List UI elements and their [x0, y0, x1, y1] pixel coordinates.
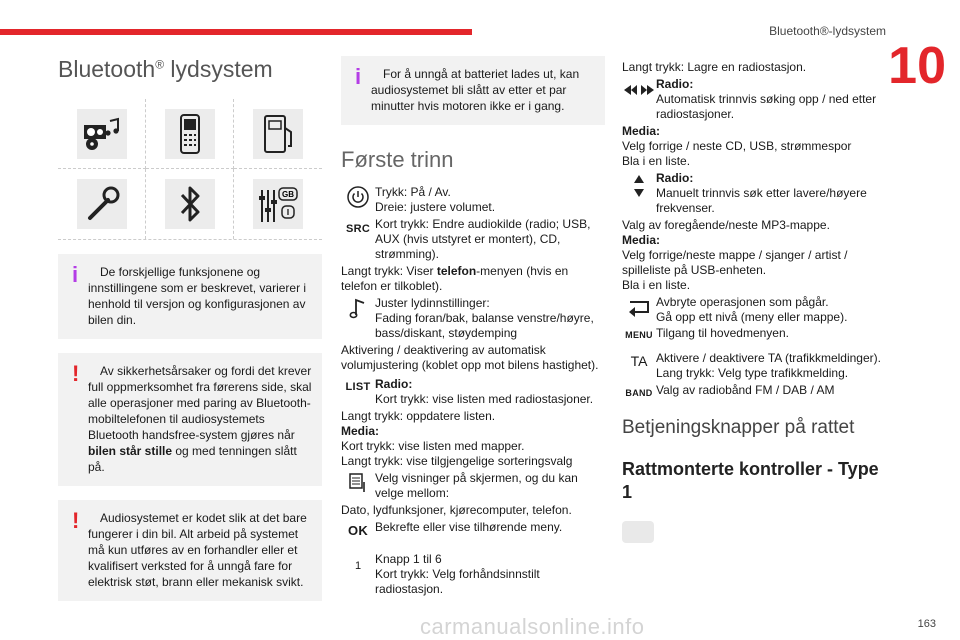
- fuel-icon: [253, 109, 303, 159]
- updown-mp3: Valg av foregående/neste MP3-mappe.: [622, 218, 830, 232]
- ok-control: OK Bekrefte eller vise tilhørende meny.: [347, 520, 563, 538]
- updown-media-label: Media:: [622, 233, 661, 247]
- warning-note-safety: ! Av sikkerhetsårsaker og fordi det krever full oppmerksomhet fra førerens side, skal alle operasjoner med paring av Bluetooth-mobiltelefonen til audiosystemets Bluetooth handsfree-system gjøres når bilen står stille og med tenningen slått på.: [58, 353, 322, 486]
- src-long-press-text: Langt trykk: Viser telefon-menyen (hvis en telefon er tilkoblet).: [341, 264, 569, 293]
- seek-arrows-icon: [624, 83, 654, 101]
- music-note-icon: [349, 297, 367, 324]
- preset-control: 1 Knapp 1 til 6 Kort trykk: Velg forhåndsinnstilt radiostasjon.: [354, 552, 540, 596]
- warning-note-coding: ! Audiosystemet er kodet slik at det bare fungerer i din bil. Alt arbeid på systemet må kun utføres av en forhandler eller et kvalifisert verksted for å unngå fare for elektrisk støt, brann eller mekanisk svikt.: [58, 500, 322, 601]
- list-media-short: Kort trykk: vise listen med mapper.: [341, 439, 525, 453]
- list-media-label: Media:: [341, 424, 380, 438]
- column-1: [58, 52, 322, 601]
- power-knob-icon: [347, 186, 369, 213]
- info-note-versions: i De forskjellige funksjonene og innstillingene som er beskrevet, varierer i henhold til versjon og konfigurasjonen av bilen din.: [58, 254, 322, 339]
- sound-auto-volume: Aktivering / deaktivering av automatisk volumjustering (koblet opp mot bilens hastighet).: [341, 343, 599, 372]
- section-heading-steering-controls: Betjeningsknapper på rattet: [622, 417, 855, 438]
- phone-icon: [165, 109, 215, 159]
- band-key: BAND: [625, 388, 653, 398]
- power-control: Trykk: På / Av. Dreie: justere volumet.: [341, 185, 605, 215]
- list-media-long: Langt trykk: vise tilgjengelige sorteringsvalg: [341, 454, 573, 468]
- display-views-icon: [348, 472, 368, 499]
- steering-controls-image: [622, 521, 654, 543]
- settings-gb-icon: [253, 179, 303, 229]
- page-number: 163: [917, 618, 936, 630]
- warning-icon: !: [72, 508, 80, 533]
- column-3: [622, 60, 892, 543]
- header-title: Bluetooth®-lydsystem: [769, 24, 886, 38]
- ta-control: TA Aktivere / deaktivere TA (trafikkmeldinger). Lang trykk: Velg type trafikkmelding.: [630, 351, 881, 380]
- info-icon: i: [355, 64, 362, 89]
- info-icon: i: [72, 262, 79, 287]
- sound-control: Juster lydinnstillinger: Fading foran/bak, balanse venstre/høyre, bass/diskant, støydemping: [341, 296, 605, 341]
- header-red-bar: [0, 29, 472, 35]
- column-2: [341, 52, 605, 599]
- list-key: LIST: [345, 381, 371, 393]
- radio-icon: [77, 109, 127, 159]
- updown-control: Radio: Manuelt trinnvis søk etter lavere/høyere frekvenser.: [622, 171, 892, 216]
- view-control: Velg visninger på skjermen, og du kan velge mellom:: [341, 471, 605, 501]
- warning-icon: !: [72, 361, 80, 386]
- svg-text:GB: GB: [282, 190, 294, 199]
- band-control: BAND Valg av radiobånd FM / DAB / AM: [625, 383, 835, 398]
- seek-control: Radio: Automatisk trinnvis søking opp / ned etter radiostasjoner.: [622, 77, 892, 122]
- ta-key: TA: [630, 353, 648, 369]
- menu-key: MENU: [625, 330, 653, 340]
- chapter-number: 10: [888, 37, 946, 95]
- watermark: carmanualsonline.info: [420, 614, 645, 639]
- updown-list-text: Bla i en liste.: [622, 278, 691, 292]
- section-heading-first-steps: Første trinn: [341, 147, 454, 172]
- wrench-icon: [77, 179, 127, 229]
- updown-media-text: Velg forrige/neste mappe / sjanger / artist / spilleliste på USB-enheten.: [622, 248, 848, 277]
- list-long-press: Langt trykk: oppdatere listen.: [341, 409, 496, 423]
- back-arrow-icon: [626, 298, 652, 323]
- page-title: Bluetooth® lydsystem: [58, 56, 273, 82]
- seek-media-text: Velg forrige / neste CD, USB, strømmespor: [622, 139, 852, 153]
- seek-media-label: Media:: [622, 124, 661, 138]
- bluetooth-icon: [165, 179, 215, 229]
- back-control: Avbryte operasjonen som pågår. Gå opp ett nivå (meny eller mappe).: [622, 295, 892, 325]
- feature-icon-grid: [58, 99, 322, 240]
- view-options: Dato, lydfunksjoner, kjørecomputer, telefon.: [341, 503, 572, 517]
- section-heading-type-1: Rattmonterte kontroller - Type 1: [622, 458, 879, 503]
- src-key: SRC: [345, 223, 371, 235]
- menu-control: MENU Tilgang til hovedmenyen.: [625, 326, 789, 340]
- src-control: SRC Kort trykk: Endre audiokilde (radio; USB, AUX (hvis utstyret er montert), CD, strømming).: [345, 217, 591, 261]
- preset-long-press: Langt trykk: Lagre en radiostasjon.: [622, 60, 807, 74]
- seek-list-text: Bla i en liste.: [622, 154, 691, 168]
- ok-key: OK: [347, 523, 369, 538]
- svg-text:I: I: [286, 208, 290, 217]
- preset-key: 1: [354, 560, 362, 572]
- up-down-arrows-icon: [633, 174, 645, 203]
- list-control: LIST Radio: Kort trykk: vise listen med radiostasjoner.: [345, 377, 594, 406]
- info-note-battery: i For å unngå at batteriet lades ut, kan audiosystemet bli slått av etter et par minutter hvis motoren ikke er i gang.: [341, 56, 605, 125]
